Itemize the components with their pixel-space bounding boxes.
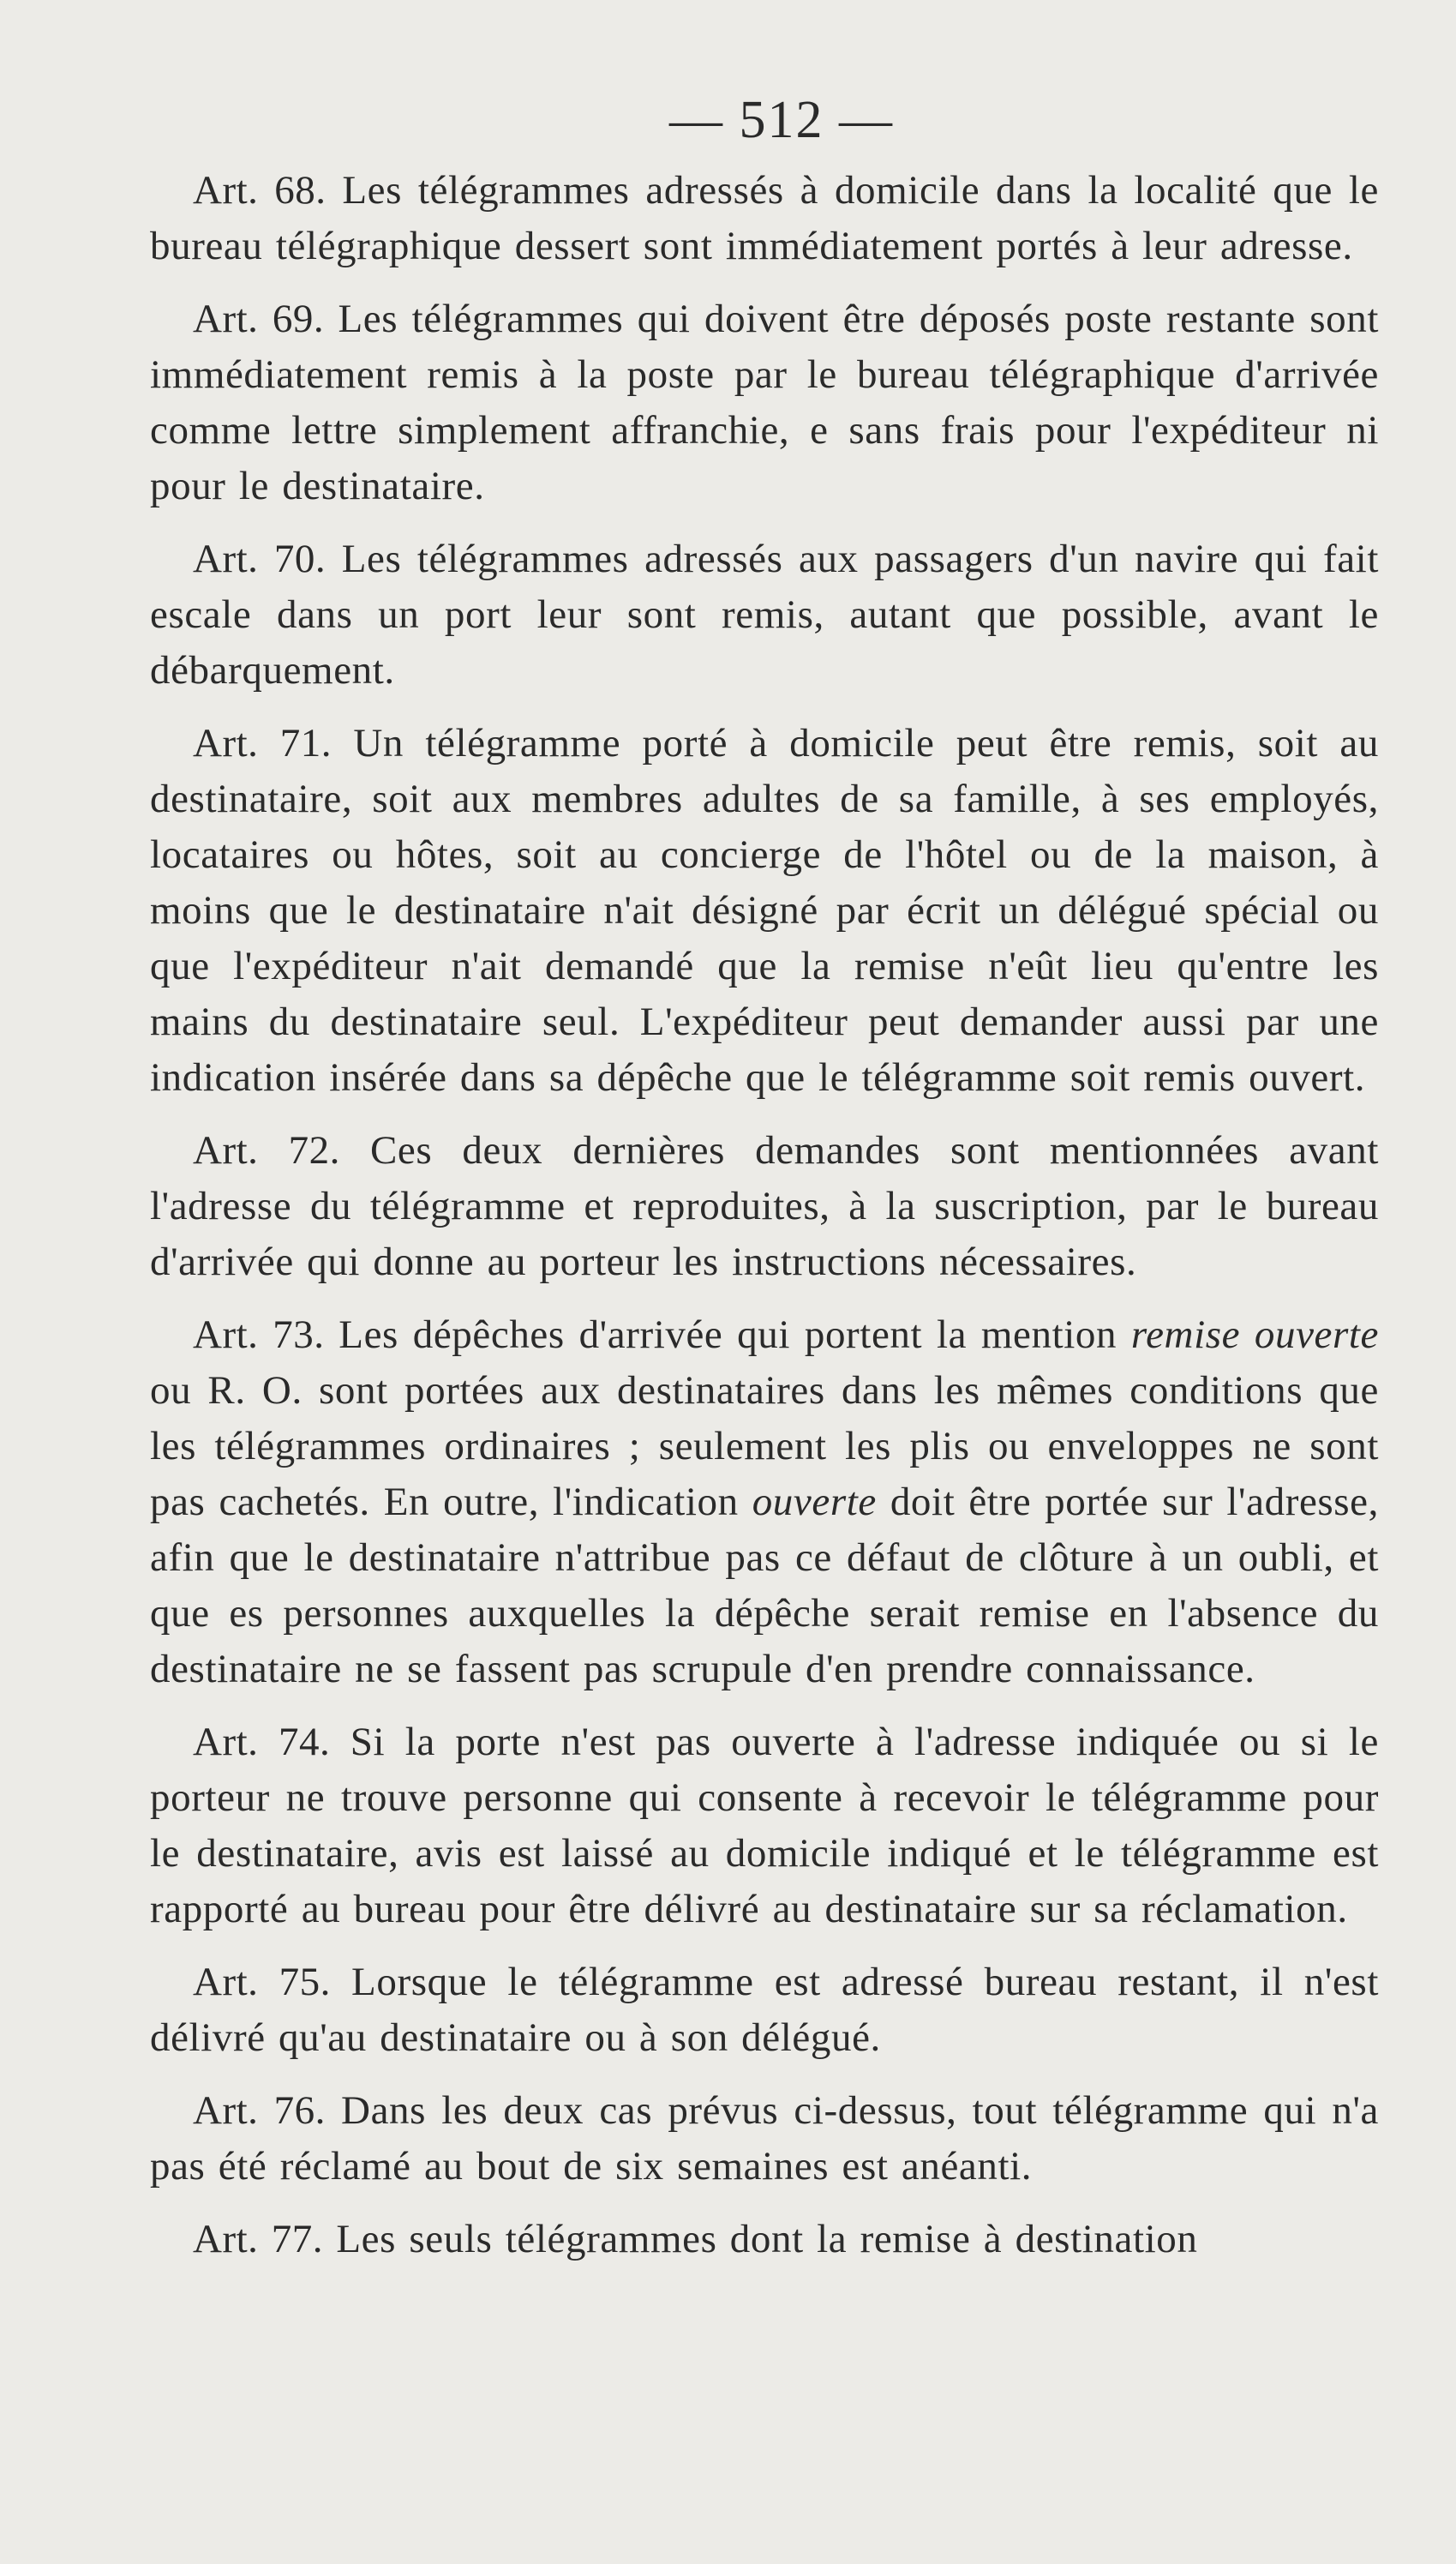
article-text: Les télégrammes adressés aux passagers d'un navire qui fait escale dans un port leur sont remis, autant que possible, avant le débarquement. <box>150 537 1379 693</box>
page-number: — 512 — <box>669 91 894 149</box>
article-number: 73. <box>273 1312 325 1357</box>
article-number: 68. <box>274 168 327 213</box>
article-74 <box>150 1714 1379 1937</box>
article-label: Art. <box>193 1960 259 2004</box>
article-text: doit être portée sur l'adresse, afin que le destinataire n'attribue pas ce défaut de clôture à un oubli, et que es personnes auxquelles la dépêche serait remise en l'absence du destinataire ne se fassent pas scrupule d'en prendre connaissance. <box>150 1480 1379 1691</box>
article-73 <box>150 1307 1379 1697</box>
article-label: Art. <box>193 168 259 213</box>
article-text: Lorsque le télégramme est adressé bureau restant, il n'est délivré qu'au destinataire ou à son délégué. <box>150 1960 1379 2060</box>
article-text: Un télégramme porté à domicile peut être remis, soit au destinataire, soit aux membres adultes de sa famille, à ses employés, locataires ou hôtes, soit au concierge de l'hôtel ou de la maison, à moins que le destinataire n'ait désigné par écrit un délégué spécial ou que l'expéditeur n'ait demandé que la remise n'eût lieu qu'entre les mains du destinataire seul. L'expéditeur peut demander aussi par une indication insérée dans sa dépêche que le télégramme soit remis ouvert. <box>150 721 1379 1100</box>
article-text: Les dépêches d'arrivée qui portent la mention <box>339 1312 1131 1357</box>
emphasis-remise-ouverte: remise ouverte <box>1130 1312 1380 1357</box>
article-number: 77. <box>271 2217 324 2261</box>
article-text: Les télégrammes adressés à domicile dans la localité que le bureau télégraphique dessert sont immédiatement portés à leur adresse. <box>150 168 1379 268</box>
article-text: Les seuls télégrammes dont la remise à destination <box>336 2217 1198 2261</box>
article-label: Art. <box>193 297 259 341</box>
article-72 <box>150 1123 1379 1290</box>
article-text: Les télégrammes qui doivent être déposés poste restante sont immédiatement remis à la poste par le bureau télégraphique d'arrivée comme lettre simplement affranchie, e sans frais pour l'expéditeur ni pour le destinataire. <box>150 297 1379 508</box>
article-number: 76. <box>273 2088 326 2133</box>
article-text: ou R. O. sont portées aux destinataires dans les mêmes conditions que les télégrammes ordinaires ; seulement les plis ou enveloppes ne sont pas cachetés. En outre, l'indication <box>150 1368 1379 1524</box>
article-number: 75. <box>279 1960 331 2004</box>
article-text: Ces deux dernières demandes sont mentionnées avant l'adresse du télégramme et reproduites, à la suscription, par le bureau d'arrivée qui donne au porteur les instructions nécessaires. <box>150 1128 1379 1284</box>
article-label: Art. <box>193 2088 259 2133</box>
article-77 <box>150 2212 1379 2267</box>
article-number: 71. <box>279 721 332 766</box>
article-number: 74. <box>278 1720 331 1764</box>
article-75 <box>150 1955 1379 2066</box>
article-number: 72. <box>288 1128 340 1173</box>
article-68 <box>150 163 1379 274</box>
article-71 <box>150 716 1379 1106</box>
emphasis-ouverte: ouverte <box>752 1480 877 1524</box>
article-label: Art. <box>193 1128 259 1173</box>
article-number: 69. <box>272 297 325 341</box>
article-label: Art. <box>193 1312 259 1357</box>
article-label: Art. <box>193 1720 259 1764</box>
article-76 <box>150 2083 1379 2195</box>
article-text: Dans les deux cas prévus ci-dessus, tout télégramme qui n'a pas été réclamé au bout de six semaines est anéanti. <box>150 2088 1379 2189</box>
article-70 <box>150 531 1379 699</box>
article-number: 70. <box>273 537 327 581</box>
article-text: Si la porte n'est pas ouverte à l'adresse indiquée ou si le porteur ne trouve personne qui consente à recevoir le télégramme pour le destinataire, avis est laissé au domicile indiqué et le télégramme est rapporté au bureau pour être délivré au destinataire sur sa réclamation. <box>150 1720 1379 1931</box>
article-label: Art. <box>193 721 259 766</box>
article-69 <box>150 291 1379 514</box>
article-label: Art. <box>193 2217 259 2261</box>
article-label: Art. <box>193 537 259 581</box>
